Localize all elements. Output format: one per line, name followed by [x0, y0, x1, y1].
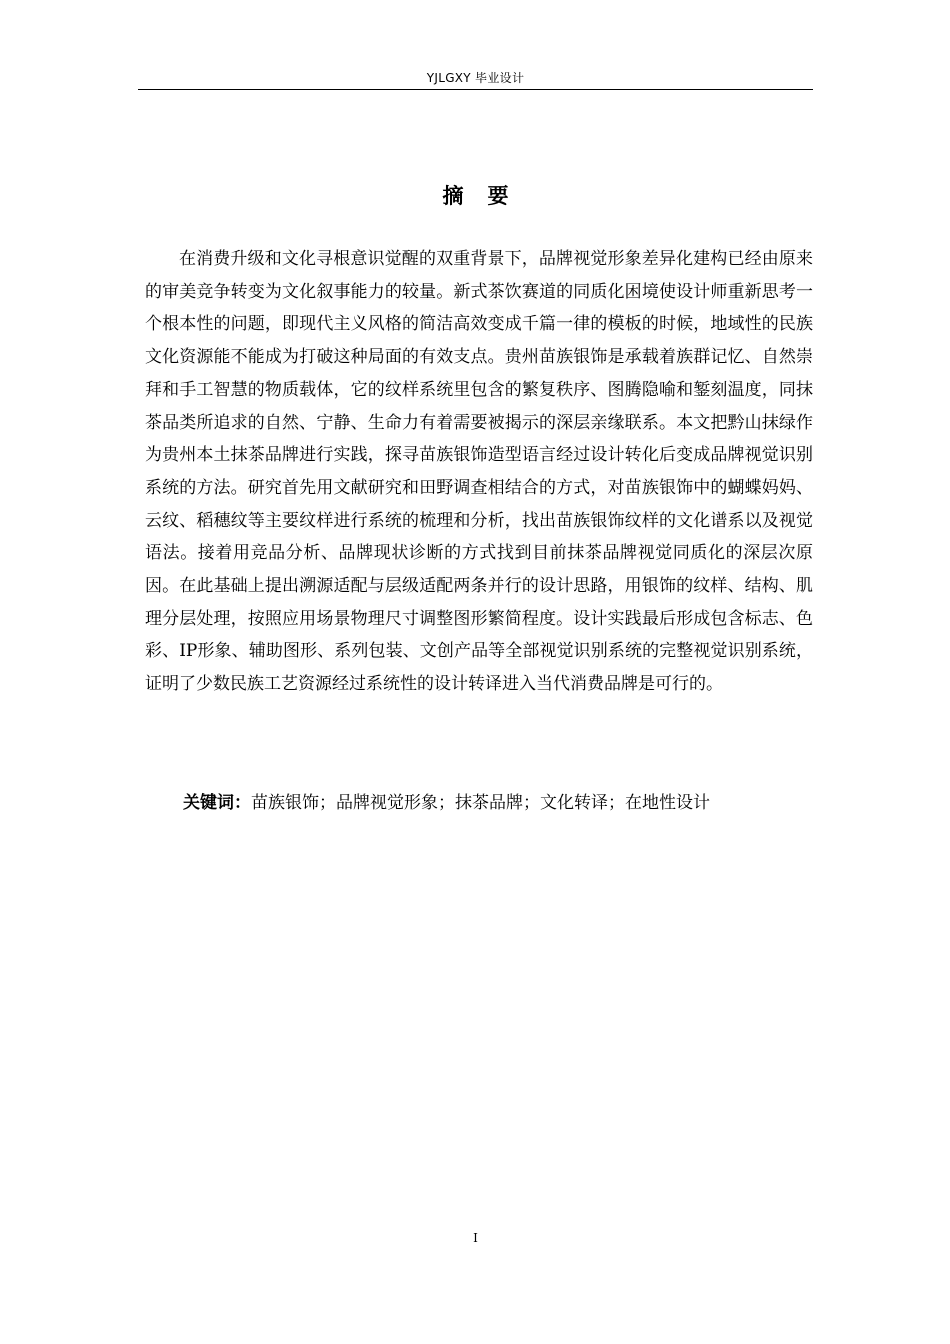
keywords-line [183, 788, 813, 818]
page-number: I [473, 1231, 478, 1245]
running-header: YJLGXY 毕业设计 [426, 71, 525, 85]
abstract-body: 在消费升级和文化寻根意识觉醒的双重背景下，品牌视觉形象差异化建构已经由原来的审美竞争转变为文化叙事能力的较量。新式茶饮赛道的同质化困境使设计师重新思考一个根本性的问题，即现代主义风格的简洁高效变成千篇一律的模板的时候，地域性的民族文化资源能不能成为打破这种局面的有效支点。贵州苗族银饰是承载着族群记忆、自然崇拜和手工智慧的物质载体，它的纹样系统里包含的繁复秩序、图腾隐喻和錾刻温度，同抹茶品类所追求的自然、宁静、生命力有着需要被揭示的深层亲缘联系。本文把黔山抹绿作为贵州本土抹茶品牌进行实践，探寻苗族银饰造型语言经过设计转化后变成品牌视觉识别系统的方法。研究首先用文献研究和田野调查相结合的方式，对苗族银饰中的蝴蝶妈妈、云纹、稻穗纹等主要纹样进行系统的梳理和分析，找出苗族银饰纹样的文化谱系以及视觉语法。接着用竞品分析、品牌现状诊断的方式找到目前抹茶品牌视觉同质化的深层次原因。在此基础上提出溯源适配与层级适配两条并行的设计思路，用银饰的纹样、结构、肌理分层处理，按照应用场景物理尺寸调整图形繁简程度。设计实践最后形成包含标志、色彩、IP形象、辅助图形、系列包装、文创产品等全部视觉识别系统的完整视觉识别系统，证明了少数民族工艺资源经过系统性的设计转译进入当代消费品牌是可行的。 [145, 249, 813, 695]
keywords-text: 苗族银饰；品牌视觉形象；抹茶品牌；文化转译；在地性设计 [251, 793, 710, 813]
header-rule [138, 89, 813, 90]
keywords-label: 关键词： [183, 793, 251, 813]
abstract-title: 摘要 [442, 184, 533, 208]
